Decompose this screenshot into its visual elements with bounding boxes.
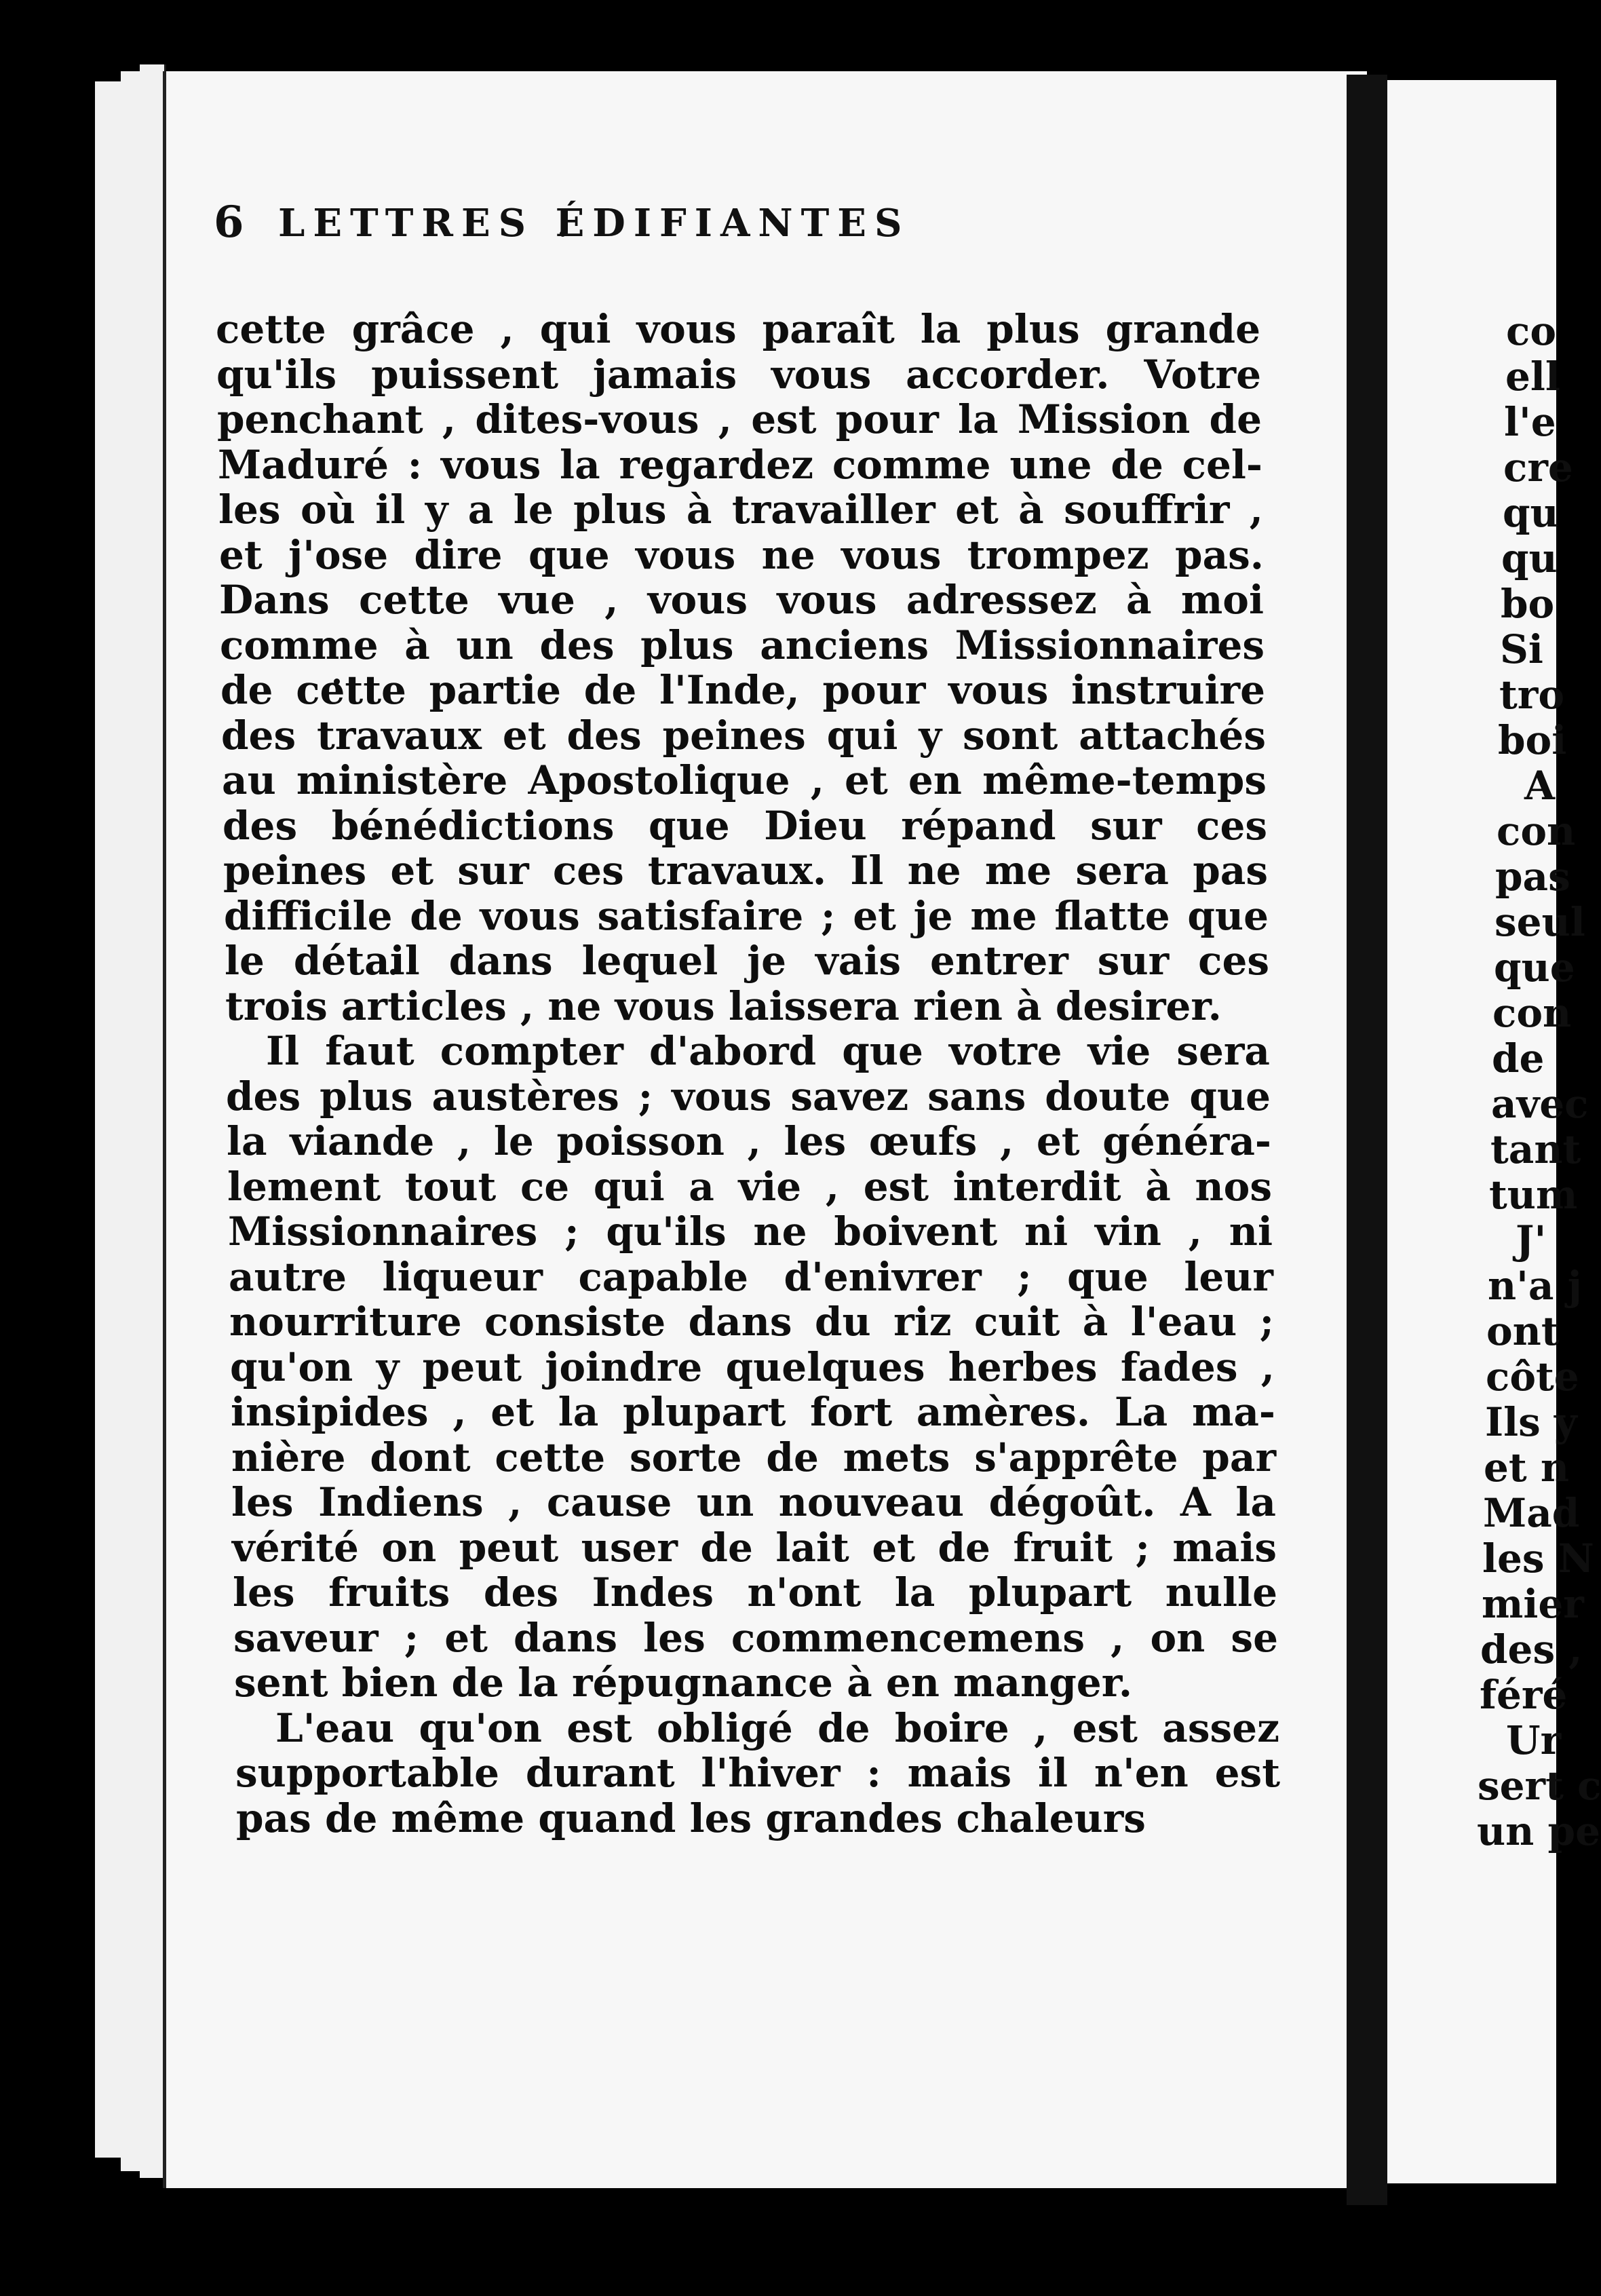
running-head-title: LETTRES ÉDIFIANTES — [278, 201, 910, 246]
text-line: nière dont cette sorte de mets s'apprête par — [231, 1434, 1276, 1480]
right-page-fragment: sert c — [1478, 1763, 1601, 1809]
text-line: sent bien de la répugnance à en manger. — [234, 1660, 1133, 1706]
text-line: des plus austères ; vous savez sans doute que — [226, 1073, 1271, 1120]
text-line: les Indiens , cause un nouveau dégoût. A la — [231, 1479, 1276, 1525]
text-line: des travaux et des peines qui y sont attachés — [221, 712, 1266, 759]
right-page-fragment: pas — [1495, 854, 1570, 900]
right-page-fragment: avec — [1491, 1081, 1589, 1127]
right-page-fragment: que — [1494, 944, 1575, 991]
right-page-fragment: seul — [1494, 899, 1585, 945]
text-line: vérité on peut user de lait et de fruit ; mais — [232, 1524, 1277, 1571]
text-line: qu'ils puissent jamais vous accorder. Votre — [216, 351, 1261, 398]
page-edge — [95, 81, 124, 2158]
right-page-fragment: boi — [1498, 717, 1567, 763]
right-page-fragment: féré — [1480, 1672, 1568, 1718]
right-page-fragment: de — [1492, 1035, 1545, 1082]
text-line: insipides , et la plupart fort amères. La ma- — [231, 1389, 1275, 1435]
right-page-fragment: tum — [1489, 1172, 1578, 1218]
page-number: 6 — [214, 197, 244, 248]
right-page — [1387, 80, 1601, 2183]
text-line: Il faut compter d'abord que votre vie sera — [266, 1028, 1270, 1074]
right-page-fragment: con — [1492, 990, 1572, 1036]
text-line: les fruits des Indes n'ont la plupart nulle — [233, 1569, 1277, 1615]
text-line: de cette partie de l'Inde, pour vous instruire — [220, 667, 1265, 713]
right-page-fragment: ell — [1505, 353, 1560, 400]
text-line: Dans cette vue , vous vous adressez à moi — [219, 577, 1264, 623]
text-line: Maduré : vous la regardez comme une de cel- — [218, 441, 1262, 488]
text-line: le détail dans lequel je vais entrer sur ces — [225, 938, 1269, 984]
text-line: peines et sur ces travaux. Il ne me sera pas — [223, 847, 1268, 894]
right-page-fragment: les N — [1482, 1535, 1594, 1582]
right-page-fragment: qu — [1503, 490, 1559, 536]
right-page-fragment: A — [1524, 763, 1556, 809]
text-line: saveur ; et dans les commencemens , on se — [233, 1614, 1278, 1661]
right-page-fragment: côte — [1486, 1354, 1579, 1400]
right-page-fragment: un pe — [1477, 1808, 1600, 1854]
right-page-fragment: ont — [1486, 1308, 1560, 1354]
text-line: des bénédictions que Dieu répand sur ces — [223, 802, 1267, 849]
text-line: trois articles , ne vous laissera rien à desirer. — [225, 982, 1222, 1029]
right-page-fragment: mier — [1482, 1581, 1584, 1627]
right-page-fragment: l'e — [1504, 399, 1556, 445]
running-header — [214, 197, 1184, 251]
right-page-fragment: tant — [1490, 1126, 1581, 1172]
text-line: L'eau qu'on est obligé de boire , est assez — [275, 1704, 1279, 1751]
text-line: nourriture consiste dans du riz cuit à l'eau ; — [229, 1299, 1274, 1345]
right-page-fragment: con — [1497, 808, 1576, 854]
text-line: cette grâce , qui vous paraît la plus grande — [216, 306, 1260, 352]
right-page-fragment: Mad — [1483, 1490, 1580, 1536]
text-line: les où il y a le plus à travailler et à souffrir , — [218, 486, 1263, 533]
right-page-fragment: tro — [1499, 672, 1565, 718]
right-page-fragment: bo — [1501, 581, 1555, 627]
right-page-fragment: Si — [1500, 626, 1543, 672]
text-line: penchant , dites-vous , est pour la Mission de — [217, 396, 1262, 442]
right-page-fragment: Ils y — [1485, 1399, 1577, 1445]
right-page-fragment: des , — [1480, 1626, 1583, 1672]
text-line: au ministère Apostolique , et en même-temps — [222, 757, 1267, 803]
text-line: et j'ose dire que vous ne vous trompez pas. — [219, 531, 1264, 578]
right-page-fragment: J' — [1516, 1217, 1547, 1263]
right-page-fragment: co — [1506, 308, 1557, 354]
text-line: la viande , le poisson , les œufs , et généra- — [227, 1118, 1271, 1164]
right-page-fragment: Ur — [1506, 1717, 1562, 1763]
right-page-fragment: qu — [1501, 535, 1558, 581]
right-page-fragment: cre — [1503, 444, 1573, 491]
right-page-fragment: n'a j — [1488, 1263, 1582, 1309]
text-line: Missionnaires ; qu'ils ne boivent ni vin , ni — [228, 1208, 1273, 1255]
text-line: supportable durant l'hiver : mais il n'en est — [235, 1750, 1280, 1796]
text-line: difficile de vous satisfaire ; et je me flatte que — [224, 892, 1269, 939]
text-line: comme à un des plus anciens Missionnaires — [220, 621, 1265, 668]
text-line: lement tout ce qui a vie , est interdit à nos — [227, 1163, 1272, 1210]
text-line: qu'on y peut joindre quelques herbes fades , — [230, 1343, 1275, 1390]
right-page-fragment: et n — [1484, 1444, 1570, 1491]
text-line: autre liqueur capable d'enivrer ; que leur — [229, 1253, 1273, 1300]
text-line: pas de même quand les grandes chaleurs — [236, 1795, 1146, 1841]
book-gutter — [1347, 75, 1387, 2205]
